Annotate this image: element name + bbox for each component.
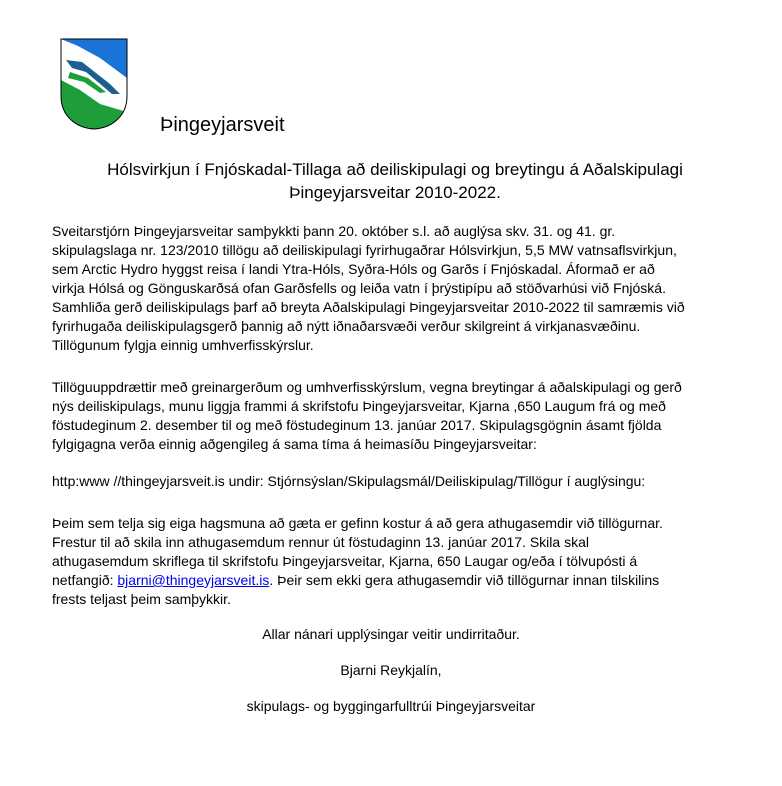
text-line: Samhliða gerð deiliskipulags þarf að breyta Aðalskipulagi Þingeyjarsveitar 2010-2022 til samræmis við [52, 299, 685, 315]
text-line: Tillögunum fylgja einnig umhverfisskýrslur. [52, 337, 314, 353]
title-line-2: Þingeyjarsveitar 2010-2022. [289, 183, 501, 202]
signer-role: skipulags- og byggingarfulltrúi Þingeyjarsveitar [246, 698, 536, 714]
municipality-name: Þingeyjarsveit [160, 114, 285, 136]
text-line: sem Arctic Hydro hyggst reisa í landi Ytra-Hóls, Syðra-Hóls og Garðs í Fnjóskadal. Áformað er að [52, 261, 655, 277]
title-line-1: Hólsvirkjun í Fnjóskadal-Tillaga að deiliskipulagi og breytingu á Aðalskipulagi [107, 160, 683, 179]
paragraph-availability [52, 378, 752, 454]
text-line: fylgigagna verða einnig aðgengileg á sama tíma á heimasíðu Þingeyjarsveitar: [52, 436, 537, 452]
text-line: athugasemdum skriflega til skrifstofu Þingeyjarsveitar, Kjarna, 650 Laugar og/eða í tölvupósti á [52, 553, 638, 569]
crest-logo [60, 38, 128, 130]
paragraph-comments [52, 514, 752, 609]
text-line: fyrirhugaða deiliskipulagsgerð þannig að nýtt iðnaðarsvæði verður skilgreint á virkjanasvæðinu. [52, 318, 641, 334]
paragraph-proposal [52, 222, 752, 355]
signer-name: Bjarni Reykjalín, [340, 662, 442, 678]
text-line: skipulagslaga nr. 123/2010 tillögu að deiliskipulagi fyrirhugaðrar Hólsvirkjun, 5,5 MW vatnsaflsvirkjun, [52, 242, 677, 258]
text-line: Sveitarstjórn Þingeyjarsveitar samþykkti þann 20. október s.l. að auglýsa skv. 31. og 41. gr. [52, 223, 616, 239]
text-line: Frestur til að skila inn athugasemdum rennur út föstudaginn 13. janúar 2017. Skila skal [52, 534, 589, 550]
email-suffix: . Þeir sem ekki gera athugasemdir við tillögurnar innan tilskilins [269, 572, 660, 588]
web-location-text: http:www //thingeyjarsveit.is undir: Stjórnsýslan/Skipulagsmál/Deiliskipulag/Tillögur í auglýsingu: [52, 473, 646, 489]
email-link[interactable]: bjarni@thingeyjarsveit.is [117, 572, 270, 588]
email-prefix: netfangið: [52, 572, 118, 588]
paragraph-web-location [52, 472, 752, 491]
text-line: virkja Hólsá og Gönguskarðsá ofan Garðsfells og leiða vatn í þrýstipípu að stöðvarhúsi við Fnjóská. [52, 280, 666, 296]
text-line: föstudeginum 2. desember til og með föstudeginum 13. janúar 2017. Skipulagsgögnin ásamt fjölda [52, 417, 662, 433]
document-title [30, 158, 760, 204]
closing-statement: Allar nánari upplýsingar veitir undirritaður. [262, 626, 520, 642]
text-line: frests teljast þeim samþykkir. [52, 591, 231, 607]
text-line: Þeim sem telja sig eiga hagsmuna að gæta er gefinn kostur á að gera athugasemdir við tillögurnar. [52, 515, 663, 531]
text-line: nýs deiliskipulags, munu liggja frammi á skrifstofu Þingeyjarsveitar, Kjarna ,650 Laugum frá og með [52, 398, 666, 414]
text-line: Tillöguuppdrættir með greinargerðum og umhverfisskýrslum, vegna breytingar á aðalskipulagi og gerð [52, 379, 682, 395]
text-line-with-email [52, 571, 752, 590]
